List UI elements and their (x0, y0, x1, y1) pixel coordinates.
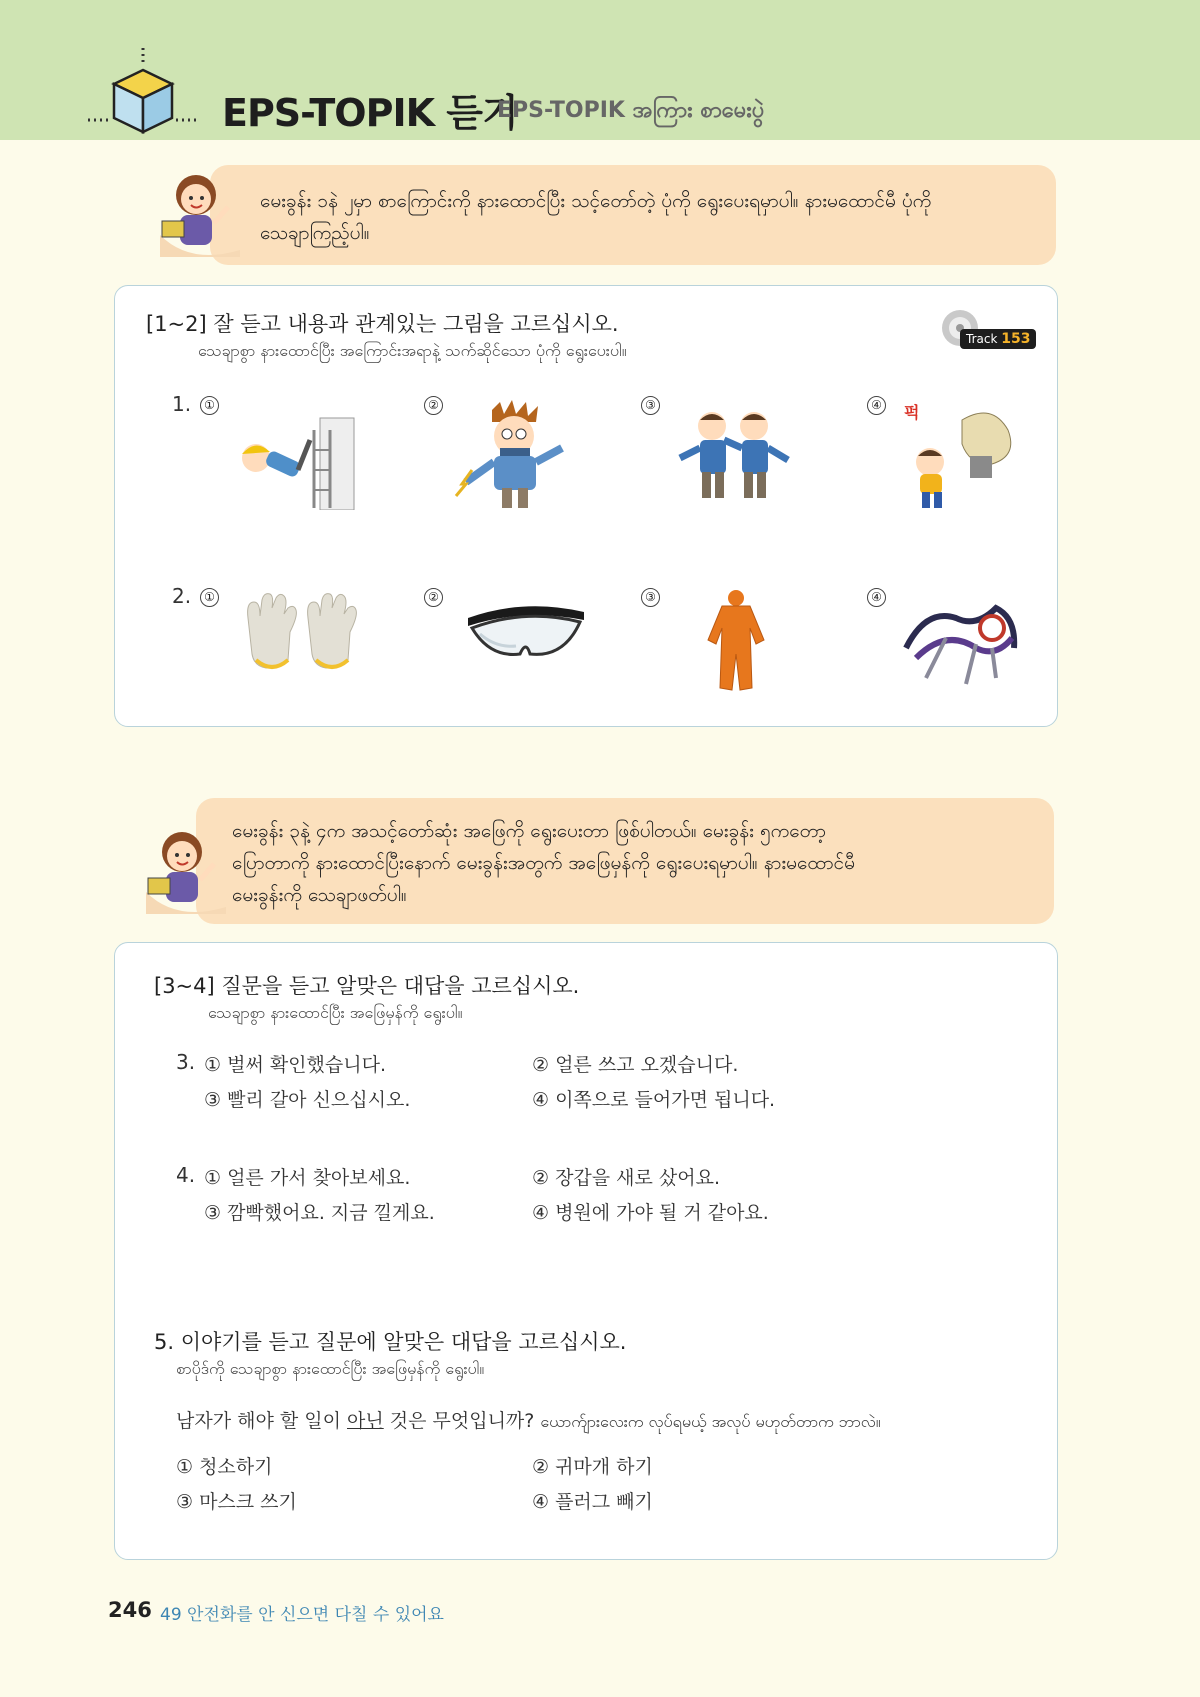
worker-hit-by-falling-object-image[interactable] (892, 400, 1022, 510)
q4-option-3[interactable]: ③ 깜빡했어요. 지금 낄게요. (204, 1202, 435, 1224)
safety-goggles-image[interactable] (460, 588, 590, 698)
question-number-2: 2. (172, 584, 192, 608)
option-marker[interactable]: ④ (867, 588, 886, 607)
section1-heading: [1~2] 잘 듣고 내용과 관계있는 그림을 고르십시오. (146, 312, 619, 336)
question-number-3: 3. (176, 1050, 196, 1074)
question-number-4: 4. (176, 1163, 196, 1187)
q5-option-3[interactable]: ③ 마스크 쓰기 (176, 1491, 297, 1513)
cube-icon (88, 48, 208, 148)
teacher-icon (136, 822, 228, 914)
q4-option-4[interactable]: ④ 병원에 가야 될 거 같아요. (532, 1202, 769, 1224)
q3-option-2[interactable]: ② 얼른 쓰고 오겠습니다. (532, 1054, 739, 1076)
option-marker[interactable]: ① (200, 588, 219, 607)
option-marker[interactable]: ③ (641, 588, 660, 607)
section2-subheading: သေချာစွာ နားထောင်ပြီး အဖြေမှန်ကို ရွေးပါ။ (208, 1003, 463, 1022)
chapter-title: 49 안전화를 안 신으면 다칠 수 있어요 (160, 1605, 444, 1625)
section1-subheading: သေချာစွာ နားထောင်ပြီး အကြောင်းအရာနဲ့ သက်ဆိုင်သော ပုံကို ရွေးပေးပါ။ (198, 341, 627, 360)
work-gloves-image[interactable] (236, 588, 366, 698)
question-number-1: 1. (172, 392, 192, 416)
worker-electric-shock-image[interactable] (452, 400, 582, 510)
q5-subheading: စာပိုဒ်ကို သေချာစွာ နားထောင်ပြီး အဖြေမှန်ကို ရွေးပါ။ (176, 1359, 485, 1378)
option-marker[interactable]: ② (424, 588, 443, 607)
page-title: EPS-TOPIK 듣기 (222, 91, 518, 135)
q5-heading: 5. 이야기를 듣고 질문에 알맞은 대답을 고르십시오. (154, 1330, 627, 1354)
q3-option-1[interactable]: ① 벌써 확인했습니다. (204, 1054, 386, 1076)
track-badge: Track 153 (960, 329, 1036, 349)
teacher-icon (150, 165, 242, 257)
q5-option-2[interactable]: ② 귀마개 하기 (532, 1456, 653, 1478)
q3-option-3[interactable]: ③ 빨리 갈아 신으십시오. (204, 1089, 411, 1111)
option-marker[interactable]: ② (424, 396, 443, 415)
q4-option-2[interactable]: ② 장갑을 새로 샀어요. (532, 1167, 721, 1189)
page-subtitle: EPS-TOPIK အကြား စာမေးပွဲ (497, 98, 765, 123)
svg-text:퍽: 퍽 (904, 403, 920, 422)
page-number: 246 (108, 1598, 152, 1622)
instruction-text-1: မေးခွန်း ၁နဲ ၂မှာ စာကြောင်းကို နားထောင်ပြီး သင့်တော်တဲ့ ပုံကို ရွေးပေးရမှာပါ။ နားမထောင်မီ ပုံကို သေချာကြည့်ပါ။ (260, 190, 932, 244)
option-marker[interactable]: ④ (867, 396, 886, 415)
option-marker[interactable]: ③ (641, 396, 660, 415)
q5-option-4[interactable]: ④ 플러그 빼기 (532, 1491, 653, 1513)
safety-harness-image[interactable] (896, 588, 1026, 698)
workers-fighting-image[interactable] (670, 400, 800, 510)
protective-coverall-image[interactable] (672, 588, 802, 698)
q4-option-1[interactable]: ① 얼른 가서 찾아보세요. (204, 1167, 411, 1189)
section2-heading: [3~4] 질문을 듣고 알맞은 대답을 고르십시오. (154, 974, 580, 998)
worker-falling-ladder-image[interactable] (228, 400, 358, 510)
instruction-text-2: မေးခွန်း ၃နဲ့ ၄က အသင့်တော်ဆုံး အဖြေကို ရွေးပေးတာ ဖြစ်ပါတယ်။ မေးခွန်း ၅ကတော့ ပြောတာကို နားထောင်ပြီးနောက် မေးခွန်းအတွက် အဖြေမှန်ကို ရွေးပေးရမှာပါ။ နားမထောင်မီ မေးခွန်းကို သေချာဖတ်ပါ။ (232, 820, 855, 906)
q3-option-4[interactable]: ④ 이쪽으로 들어가면 됩니다. (532, 1089, 776, 1111)
q5-option-1[interactable]: ① 청소하기 (176, 1456, 273, 1478)
option-marker[interactable]: ① (200, 396, 219, 415)
q5-question: 남자가 해야 할 일이 아닌 것은 무엇입니까? ယောက်ျားလေးက လုပ်ရမယ့် အလုပ် မဟုတ်တာက ဘာလဲ။ (176, 1410, 881, 1432)
